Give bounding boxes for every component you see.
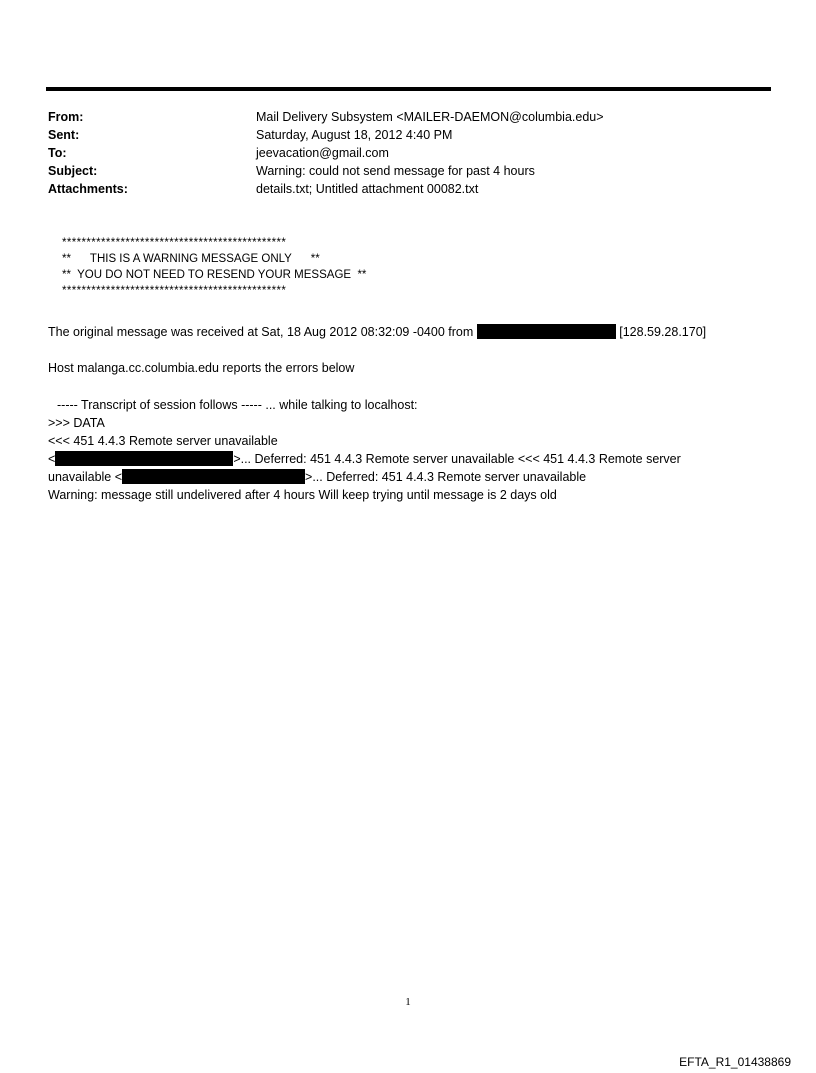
received-line bbox=[48, 323, 706, 341]
sent-row bbox=[48, 126, 604, 144]
to-row bbox=[48, 144, 604, 162]
transcript bbox=[48, 396, 681, 504]
document-id: EFTA_R1_01438869 bbox=[679, 1055, 791, 1069]
transcript-line-4-suffix: >... Deferred: 451 4.4.3 Remote server unavailable <<< 451 4.4.3 Remote server bbox=[233, 452, 681, 466]
banner-stars-bottom: ********************************************** bbox=[62, 285, 287, 297]
page-number: 1 bbox=[405, 996, 411, 1008]
host-line: Host malanga.cc.columbia.edu reports the errors below bbox=[48, 361, 355, 375]
from-value: Mail Delivery Subsystem <MAILER-DAEMON@columbia.edu> bbox=[256, 110, 604, 124]
header-divider bbox=[46, 87, 771, 91]
redaction-box bbox=[122, 469, 305, 484]
banner-line-1: ** THIS IS A WARNING MESSAGE ONLY ** bbox=[62, 253, 320, 265]
to-label: To: bbox=[48, 146, 67, 160]
transcript-line-1: ----- Transcript of session follows ----- ... while talking to localhost: bbox=[57, 398, 418, 412]
attachments-value: details.txt; Untitled attachment 00082.txt bbox=[256, 182, 479, 196]
attachments-label: Attachments: bbox=[48, 182, 128, 196]
transcript-line-5-prefix: unavailable < bbox=[48, 470, 123, 484]
banner-stars-top: ********************************************** bbox=[62, 237, 287, 249]
subject-row bbox=[48, 162, 604, 180]
subject-label: Subject: bbox=[48, 164, 98, 178]
sent-value: Saturday, August 18, 2012 4:40 PM bbox=[256, 128, 453, 142]
banner-line-2: ** YOU DO NOT NEED TO RESEND YOUR MESSAGE ** bbox=[62, 269, 367, 281]
transcript-line-4 bbox=[48, 450, 681, 468]
warning-banner bbox=[62, 235, 366, 299]
redaction-box bbox=[55, 451, 233, 466]
transcript-line-4-prefix: < bbox=[48, 452, 56, 466]
received-ip: [128.59.28.170] bbox=[619, 325, 707, 339]
transcript-line-2: >>> DATA bbox=[48, 416, 105, 430]
attachments-row bbox=[48, 180, 604, 198]
email-header bbox=[48, 108, 604, 198]
received-prefix: The original message was received at Sat, 18 Aug 2012 08:32:09 -0400 from bbox=[48, 325, 474, 339]
redaction-box bbox=[477, 324, 616, 339]
sent-label: Sent: bbox=[48, 128, 80, 142]
to-value: jeevacation@gmail.com bbox=[256, 146, 389, 160]
transcript-line-5-suffix: >... Deferred: 451 4.4.3 Remote server unavailable bbox=[305, 470, 587, 484]
transcript-line-5 bbox=[48, 468, 681, 486]
transcript-line-6: Warning: message still undelivered after 4 hours Will keep trying until message is 2 days old bbox=[48, 488, 557, 502]
from-row bbox=[48, 108, 604, 126]
transcript-line-3: <<< 451 4.4.3 Remote server unavailable bbox=[48, 434, 278, 448]
subject-value: Warning: could not send message for past 4 hours bbox=[256, 164, 535, 178]
from-label: From: bbox=[48, 110, 84, 124]
